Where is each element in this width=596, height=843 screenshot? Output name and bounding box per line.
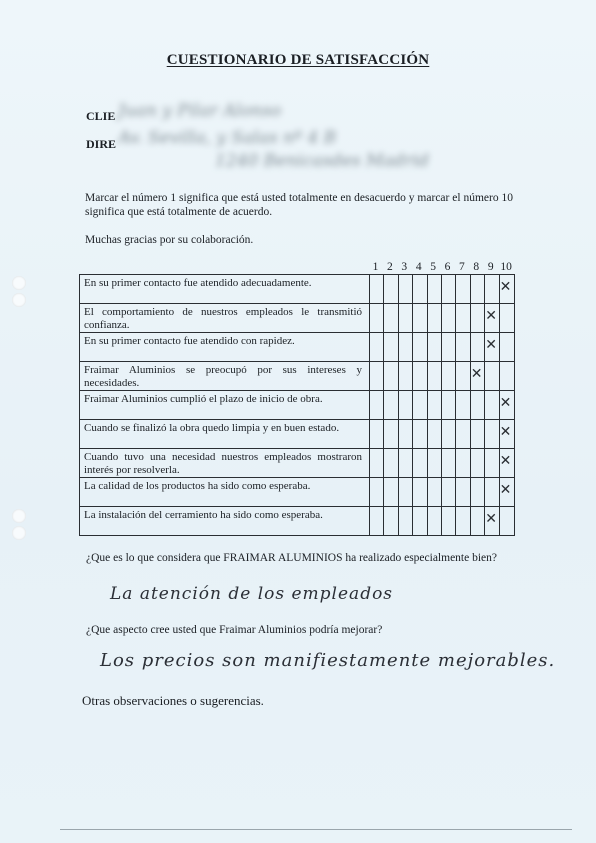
question-text: En su primer contacto fue atendido con rapidez. xyxy=(84,335,295,347)
score-cell xyxy=(398,420,413,448)
score-cell xyxy=(427,420,442,448)
scale-number: 5 xyxy=(430,261,436,273)
score-cell xyxy=(412,391,427,419)
score-mark: ✕ xyxy=(499,279,512,295)
score-cell xyxy=(383,478,398,506)
score-cell xyxy=(398,478,413,506)
score-cell xyxy=(369,507,384,535)
score-cell xyxy=(455,420,470,448)
score-cell xyxy=(398,449,413,477)
score-cell xyxy=(455,449,470,477)
score-mark: ✕ xyxy=(485,337,497,353)
score-cell xyxy=(412,478,427,506)
score-cell xyxy=(383,391,398,419)
scale-number: 6 xyxy=(444,261,451,273)
address-line-2-redacted: 1240 Benicasdes Madrid xyxy=(215,151,429,171)
score-cell xyxy=(441,478,456,506)
score-cell xyxy=(470,275,485,303)
scale-number: 8 xyxy=(473,261,480,273)
page-title: CUESTIONARIO DE SATISFACCIÓN xyxy=(166,52,430,68)
score-cell xyxy=(499,304,514,332)
question-text: En su primer contacto fue atendido adecuadamente. xyxy=(84,277,312,289)
score-cell xyxy=(441,507,456,535)
scale-number: 9 xyxy=(487,261,494,273)
table-row xyxy=(80,477,514,506)
score-cell xyxy=(470,478,485,506)
score-cell xyxy=(427,391,442,419)
score-cell xyxy=(398,391,413,419)
bottom-rule xyxy=(60,829,572,830)
score-cell xyxy=(455,478,470,506)
score-cell xyxy=(499,507,514,535)
score-cell xyxy=(412,420,427,448)
score-cell xyxy=(455,304,470,332)
answer-improve-handwritten: Los precios son manifiestamente mejorables. xyxy=(100,650,556,671)
score-cell xyxy=(455,362,470,390)
score-mark: ✕ xyxy=(485,511,497,527)
score-cell xyxy=(369,275,384,303)
question-text: Cuando tuvo una necesidad nuestros empleados mostraron interés por resolverla. xyxy=(84,451,362,476)
score-cell xyxy=(398,275,413,303)
score-cell xyxy=(470,304,485,332)
score-cell xyxy=(412,507,427,535)
scale-number: 1 xyxy=(372,261,379,273)
score-cell xyxy=(412,449,427,477)
score-cell xyxy=(470,507,485,535)
scale-number: 7 xyxy=(459,261,465,273)
question-best: ¿Que es lo que considera que FRAIMAR ALUMINIOS ha realizado especialmente bien? xyxy=(86,552,498,564)
scale-number: 2 xyxy=(387,261,393,273)
client-label: CLIE xyxy=(86,109,116,123)
client-value-redacted: Juan y Pilar Alonso xyxy=(118,101,282,121)
score-cell xyxy=(383,507,398,535)
punch-hole xyxy=(12,509,26,523)
score-cell xyxy=(427,507,442,535)
score-cell xyxy=(441,333,456,361)
punch-hole xyxy=(12,293,26,307)
score-cell xyxy=(441,420,456,448)
score-mark: ✕ xyxy=(470,366,483,382)
question-text: La instalación del cerramiento ha sido como esperaba. xyxy=(84,509,323,521)
score-cell xyxy=(427,478,442,506)
score-cell xyxy=(455,333,470,361)
score-cell xyxy=(484,362,499,390)
score-cell xyxy=(398,507,413,535)
score-cell xyxy=(441,275,456,303)
scale-number: 4 xyxy=(415,261,422,273)
rating-table xyxy=(79,274,515,536)
instructions-text: Marcar el número 1 significa que está usted totalmente en desacuerdo y marcar el número 10 significa que está totalmente de acuerdo. xyxy=(85,192,513,218)
score-cell xyxy=(383,449,398,477)
score-cell xyxy=(369,333,384,361)
score-cell xyxy=(441,362,456,390)
score-cell xyxy=(398,333,413,361)
score-cell xyxy=(427,362,442,390)
punch-hole xyxy=(12,526,26,540)
score-cell xyxy=(398,304,413,332)
score-cell xyxy=(499,333,514,361)
table-row xyxy=(80,390,514,419)
observations-label: Otras observaciones o sugerencias. xyxy=(82,693,264,708)
score-cell xyxy=(427,275,442,303)
score-cell xyxy=(369,449,384,477)
score-cell xyxy=(455,507,470,535)
thanks-text: Muchas gracias por su colaboración. xyxy=(85,234,254,246)
score-cell xyxy=(455,275,470,303)
score-mark: ✕ xyxy=(499,424,512,440)
score-cell xyxy=(369,304,384,332)
score-cell xyxy=(470,449,485,477)
table-row xyxy=(80,506,514,535)
score-cell xyxy=(484,275,499,303)
scale-number: 3 xyxy=(401,261,408,273)
score-cell xyxy=(383,304,398,332)
score-cell xyxy=(369,391,384,419)
address-label: DIRE xyxy=(86,137,117,151)
score-cell xyxy=(441,449,456,477)
score-cell xyxy=(441,391,456,419)
score-cell xyxy=(427,333,442,361)
score-cell xyxy=(383,420,398,448)
answer-best-handwritten: La atención de los empleados xyxy=(110,584,394,604)
table-row xyxy=(80,275,514,303)
score-cell xyxy=(427,449,442,477)
table-row xyxy=(80,332,514,361)
score-cell xyxy=(484,391,499,419)
score-cell xyxy=(499,362,514,390)
score-cell xyxy=(369,420,384,448)
score-cell xyxy=(470,391,485,419)
score-cell xyxy=(398,362,413,390)
question-improve: ¿Que aspecto cree usted que Fraimar Aluminios podría mejorar? xyxy=(86,624,383,636)
question-text: Fraimar Aluminios cumplió el plazo de inicio de obra. xyxy=(84,393,323,405)
question-text: Cuando se finalizó la obra quedo limpia y en buen estado. xyxy=(84,422,340,434)
score-cell xyxy=(441,304,456,332)
score-cell xyxy=(383,362,398,390)
score-mark: ✕ xyxy=(499,453,512,469)
score-cell xyxy=(455,391,470,419)
table-row xyxy=(80,419,514,448)
score-mark: ✕ xyxy=(499,395,512,411)
question-text: Fraimar Aluminios se preocupó por sus intereses y necesidades. xyxy=(84,364,362,389)
address-line-1-redacted: Av. Sevilla, y Salas nº 4 B xyxy=(118,128,337,148)
score-cell xyxy=(383,275,398,303)
score-cell xyxy=(484,478,499,506)
score-cell xyxy=(369,362,384,390)
score-cell xyxy=(427,304,442,332)
table-row xyxy=(80,448,514,477)
score-cell xyxy=(412,333,427,361)
table-row xyxy=(80,361,514,390)
question-text: El comportamiento de nuestros empleados le transmitió confianza. xyxy=(84,306,362,331)
score-cell xyxy=(412,304,427,332)
scale-number: 10 xyxy=(500,261,512,273)
table-row xyxy=(80,303,514,332)
score-mark: ✕ xyxy=(485,308,497,324)
score-cell xyxy=(484,420,499,448)
score-cell xyxy=(369,478,384,506)
question-text: La calidad de los productos ha sido como esperaba. xyxy=(84,480,311,492)
score-mark: ✕ xyxy=(499,482,512,498)
punch-hole xyxy=(12,276,26,290)
score-cell xyxy=(383,333,398,361)
score-cell xyxy=(412,275,427,303)
score-cell xyxy=(412,362,427,390)
score-cell xyxy=(484,449,499,477)
score-cell xyxy=(470,420,485,448)
score-cell xyxy=(470,333,485,361)
